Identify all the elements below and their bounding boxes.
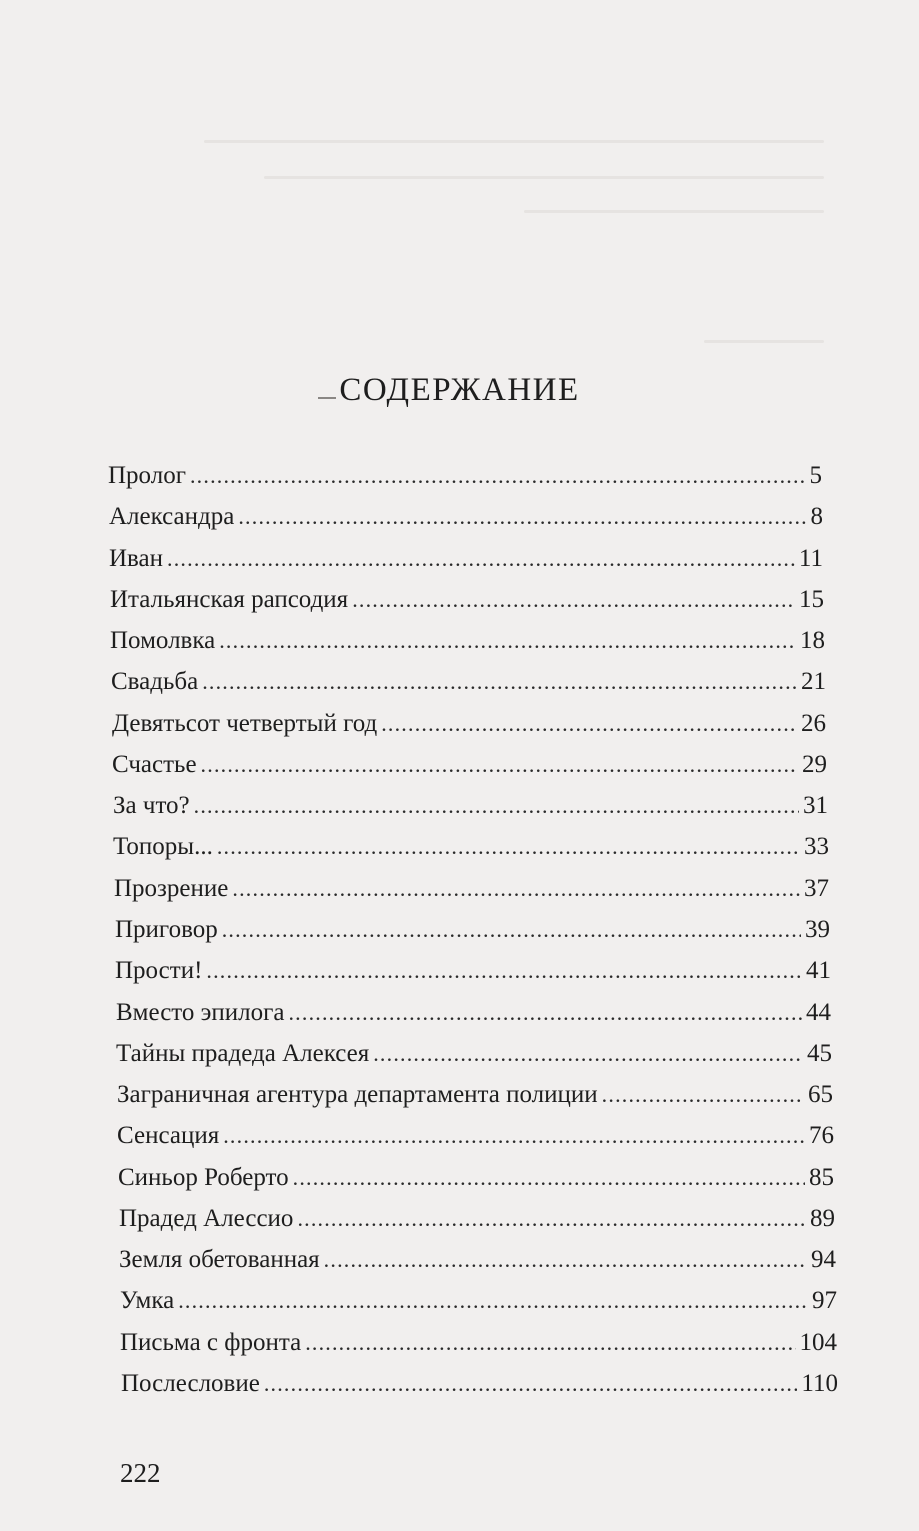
toc-entry-page: 76 [809,1122,834,1149]
toc-entry-page: 97 [812,1287,837,1314]
bleed-through-line [524,210,824,213]
toc-entry [121,1366,838,1402]
toc-leader-dots [288,995,802,1031]
toc-leader-dots [201,747,798,783]
toc-entry-page: 39 [805,916,830,943]
toc-entry-page: 18 [800,627,825,654]
toc-entry-page: 31 [803,792,828,819]
toc-entry-page: 26 [801,710,826,737]
toc-leader-dots [381,706,797,742]
toc-entry-title: Счастье [112,751,197,778]
toc-entry-page: 37 [804,875,829,902]
toc-leader-dots [352,582,795,618]
toc-entry [116,1036,832,1072]
toc-entry-page: 89 [810,1205,835,1232]
toc-entry-title: Прадед Алессио [119,1205,294,1232]
toc-leader-dots [602,1077,804,1113]
toc-leader-dots [206,953,802,989]
toc-entry-page: 33 [804,833,829,860]
toc-entry-page: 5 [809,462,822,489]
toc-entry-page: 85 [809,1164,834,1191]
toc-leader-dots [297,1201,806,1237]
toc-entry-title: Письма с фронта [120,1329,302,1356]
toc-leader-dots [305,1325,795,1361]
toc-entry-title: Девятьсот четвертый год [112,710,378,737]
bleed-through-line [264,176,824,179]
toc-entry-title: Прозрение [114,875,229,902]
toc-leader-dots [222,912,801,948]
toc-entry [117,1077,833,1113]
page-number: 222 [120,1458,161,1488]
toc-entry-title: Свадьба [111,668,199,695]
toc-entry-page: 15 [799,586,824,613]
toc-entry [110,582,824,618]
toc-entry-title: Тайны прадеда Алексея [116,1040,370,1067]
toc-entry-page: 41 [806,957,831,984]
toc-entry-page: 65 [808,1081,833,1108]
toc-entry [115,953,831,989]
toc-entry-title: За что? [113,792,190,819]
toc-entry [114,871,829,907]
toc-leader-dots [167,541,795,577]
toc-leader-dots [178,1283,808,1319]
toc-entry-title: Вместо эпилога [116,999,285,1026]
toc-entry-title: Пролог [108,462,186,489]
toc-entry [108,458,822,494]
bleed-through-line [704,340,824,343]
toc-entry-title: Помолвка [110,627,216,654]
toc-entry-title: Синьор Роберто [118,1164,289,1191]
toc-leader-dots [293,1160,805,1196]
toc-leader-dots [219,623,796,659]
toc-entry-page: 94 [811,1246,836,1273]
toc-entry [119,1242,836,1278]
toc-leader-dots [232,871,800,907]
toc-leader-dots [190,458,806,494]
toc-entry [113,829,829,865]
toc-entry-title: Итальянская рапсодия [110,586,349,613]
toc-entry-title: Сенсация [117,1122,220,1149]
toc-entry-page: 11 [798,545,823,572]
toc-leader-dots [264,1366,798,1402]
toc-entry [112,747,827,783]
toc-entry-page: 8 [810,503,823,530]
toc-leader-dots [373,1036,803,1072]
toc-entry-title: Земля обетованная [119,1246,320,1273]
toc-entry-title: Приговор [115,916,218,943]
toc-entry [109,541,823,577]
toc-entry-page: 29 [802,751,827,778]
toc-entry [115,912,830,948]
toc-entry-title: Прости! [115,957,203,984]
toc-leader-dots [217,829,800,865]
toc-leader-dots [238,499,806,535]
toc-leader-dots [324,1242,807,1278]
toc-entry [112,706,826,742]
toc-entry-title: Послесловие [121,1370,260,1397]
toc-heading: СОДЕРЖАНИЕ [339,372,580,408]
toc-entry [113,788,828,824]
toc-entry-title: Заграничная агентура департамента полиции [117,1081,598,1108]
toc-entry-page: 44 [806,999,831,1026]
toc-entry-page: 110 [801,1370,838,1397]
toc-entry [120,1283,837,1319]
toc-entry [111,664,826,700]
toc-leader-dots [194,788,799,824]
toc-entry [118,1160,834,1196]
toc-entry [116,995,831,1031]
toc-entry-page: 104 [799,1329,837,1356]
toc-entry [110,623,825,659]
toc-entry-page: 21 [801,668,826,695]
toc-entry-title: Иван [109,545,164,572]
toc-entry [117,1118,834,1154]
toc-entry-title: Александра [109,503,235,530]
toc-entry-page: 45 [807,1040,832,1067]
toc-entry-title: Топоры... [113,833,213,860]
toc-entry [119,1201,835,1237]
toc-entry-title: Умка [120,1287,175,1314]
toc-entry [109,499,823,535]
bleed-through-line [204,140,824,143]
toc-leader-dots [223,1118,805,1154]
toc-leader-dots [202,664,797,700]
toc-entry [120,1325,837,1361]
